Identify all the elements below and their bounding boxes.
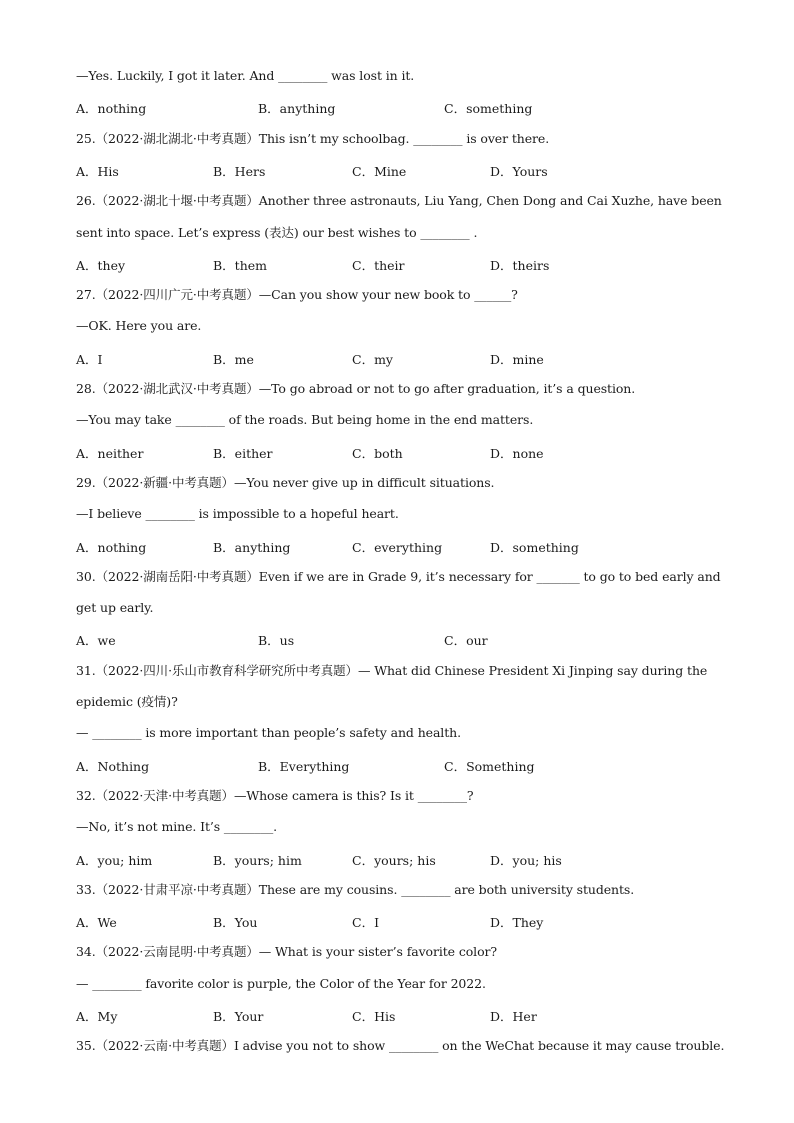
answer-option: A．nothing: [76, 540, 147, 555]
answer-option: C．everything: [352, 540, 443, 555]
answer-option: D．Yours: [490, 164, 548, 179]
options-row: [0, 631, 794, 647]
question-line: 31.（2022·四川·乐山市教育科学研究所中考真题）— What did Chinese President Xi Jinping say during the: [76, 663, 708, 678]
answer-option: D．mine: [490, 352, 544, 367]
answer-option: A．you; him: [76, 853, 153, 868]
question-line: —You may take ________ of the roads. But being home in the end matters.: [76, 412, 534, 427]
options-row: [0, 256, 794, 272]
question-line: —I believe ________ is impossible to a hopeful heart.: [76, 506, 399, 521]
options-row: [0, 913, 794, 929]
question-line: epidemic (疫情)?: [76, 694, 178, 709]
answer-option: B．Everything: [258, 759, 350, 774]
answer-option: A．I: [76, 352, 103, 367]
question-line: sent into space. Let’s express (表达) our best wishes to ________ .: [76, 225, 478, 240]
question-line: 25.（2022·湖北湖北·中考真题）This isn’t my schoolbag. ________ is over there.: [76, 131, 550, 146]
answer-option: C．our: [444, 633, 488, 648]
answer-option: A．we: [76, 633, 116, 648]
answer-option: A．Nothing: [76, 759, 150, 774]
question-line: —Yes. Luckily, I got it later. And ________ was lost in it.: [76, 68, 415, 83]
answer-option: A．they: [76, 258, 126, 273]
answer-option: B．anything: [213, 540, 291, 555]
answer-option: B．anything: [258, 101, 336, 116]
question-line: 26.（2022·湖北十堰·中考真题）Another three astronauts, Liu Yang, Chen Dong and Cai Xuzhe, have been: [76, 193, 722, 208]
question-line: 35.（2022·云南·中考真题）I advise you not to show ________ on the WeChat because it may cause trouble.: [76, 1038, 725, 1053]
question-line: — ________ favorite color is purple, the Color of the Year for 2022.: [76, 976, 486, 991]
answer-option: D．Her: [490, 1009, 537, 1024]
options-row: [0, 851, 794, 867]
question-line: 30.（2022·湖南岳阳·中考真题）Even if we are in Grade 9, it’s necessary for _______ to go to bed early and: [76, 569, 721, 584]
options-row: [0, 99, 794, 115]
answer-option: C．Something: [444, 759, 535, 774]
answer-option: B．Hers: [213, 164, 266, 179]
question-line: 32.（2022·天津·中考真题）—Whose camera is this? Is it ________?: [76, 788, 474, 803]
answer-option: B．me: [213, 352, 254, 367]
answer-option: B．Your: [213, 1009, 264, 1024]
question-line: get up early.: [76, 600, 154, 615]
answer-option: D．They: [490, 915, 544, 930]
answer-option: C．His: [352, 1009, 396, 1024]
options-row: [0, 538, 794, 554]
answer-option: A．nothing: [76, 101, 147, 116]
options-row: [0, 444, 794, 460]
answer-option: B．us: [258, 633, 295, 648]
answer-option: D．none: [490, 446, 544, 461]
options-row: [0, 757, 794, 773]
answer-option: A．His: [76, 164, 119, 179]
question-line: 33.（2022·甘肃平凉·中考真题）These are my cousins. ________ are both university students.: [76, 882, 635, 897]
question-line: 28.（2022·湖北武汉·中考真题）—To go abroad or not to go after graduation, it’s a question.: [76, 381, 636, 396]
answer-option: A．neither: [76, 446, 144, 461]
options-row: [0, 162, 794, 178]
answer-option: C．my: [352, 352, 393, 367]
question-line: 27.（2022·四川广元·中考真题）—Can you show your new book to ______?: [76, 287, 518, 302]
answer-option: B．You: [213, 915, 258, 930]
options-row: [0, 350, 794, 366]
answer-option: C．both: [352, 446, 403, 461]
answer-option: A．We: [76, 915, 117, 930]
answer-option: B．yours; him: [213, 853, 302, 868]
answer-option: C．their: [352, 258, 405, 273]
question-line: 34.（2022·云南昆明·中考真题）— What is your sister’s favorite color?: [76, 944, 497, 959]
question-line: — ________ is more important than people’s safety and health.: [76, 725, 461, 740]
answer-option: C．Mine: [352, 164, 407, 179]
answer-option: B．either: [213, 446, 273, 461]
answer-option: A．My: [76, 1009, 118, 1024]
options-row: [0, 1007, 794, 1023]
answer-option: C．I: [352, 915, 380, 930]
answer-option: D．you; his: [490, 853, 562, 868]
answer-option: C．something: [444, 101, 533, 116]
answer-option: D．something: [490, 540, 579, 555]
answer-option: C．yours; his: [352, 853, 436, 868]
question-line: —OK. Here you are.: [76, 318, 202, 333]
answer-option: D．theirs: [490, 258, 550, 273]
question-line: 29.（2022·新疆·中考真题）—You never give up in difficult situations.: [76, 475, 495, 490]
question-line: —No, it’s not mine. It’s ________.: [76, 819, 278, 834]
answer-option: B．them: [213, 258, 268, 273]
